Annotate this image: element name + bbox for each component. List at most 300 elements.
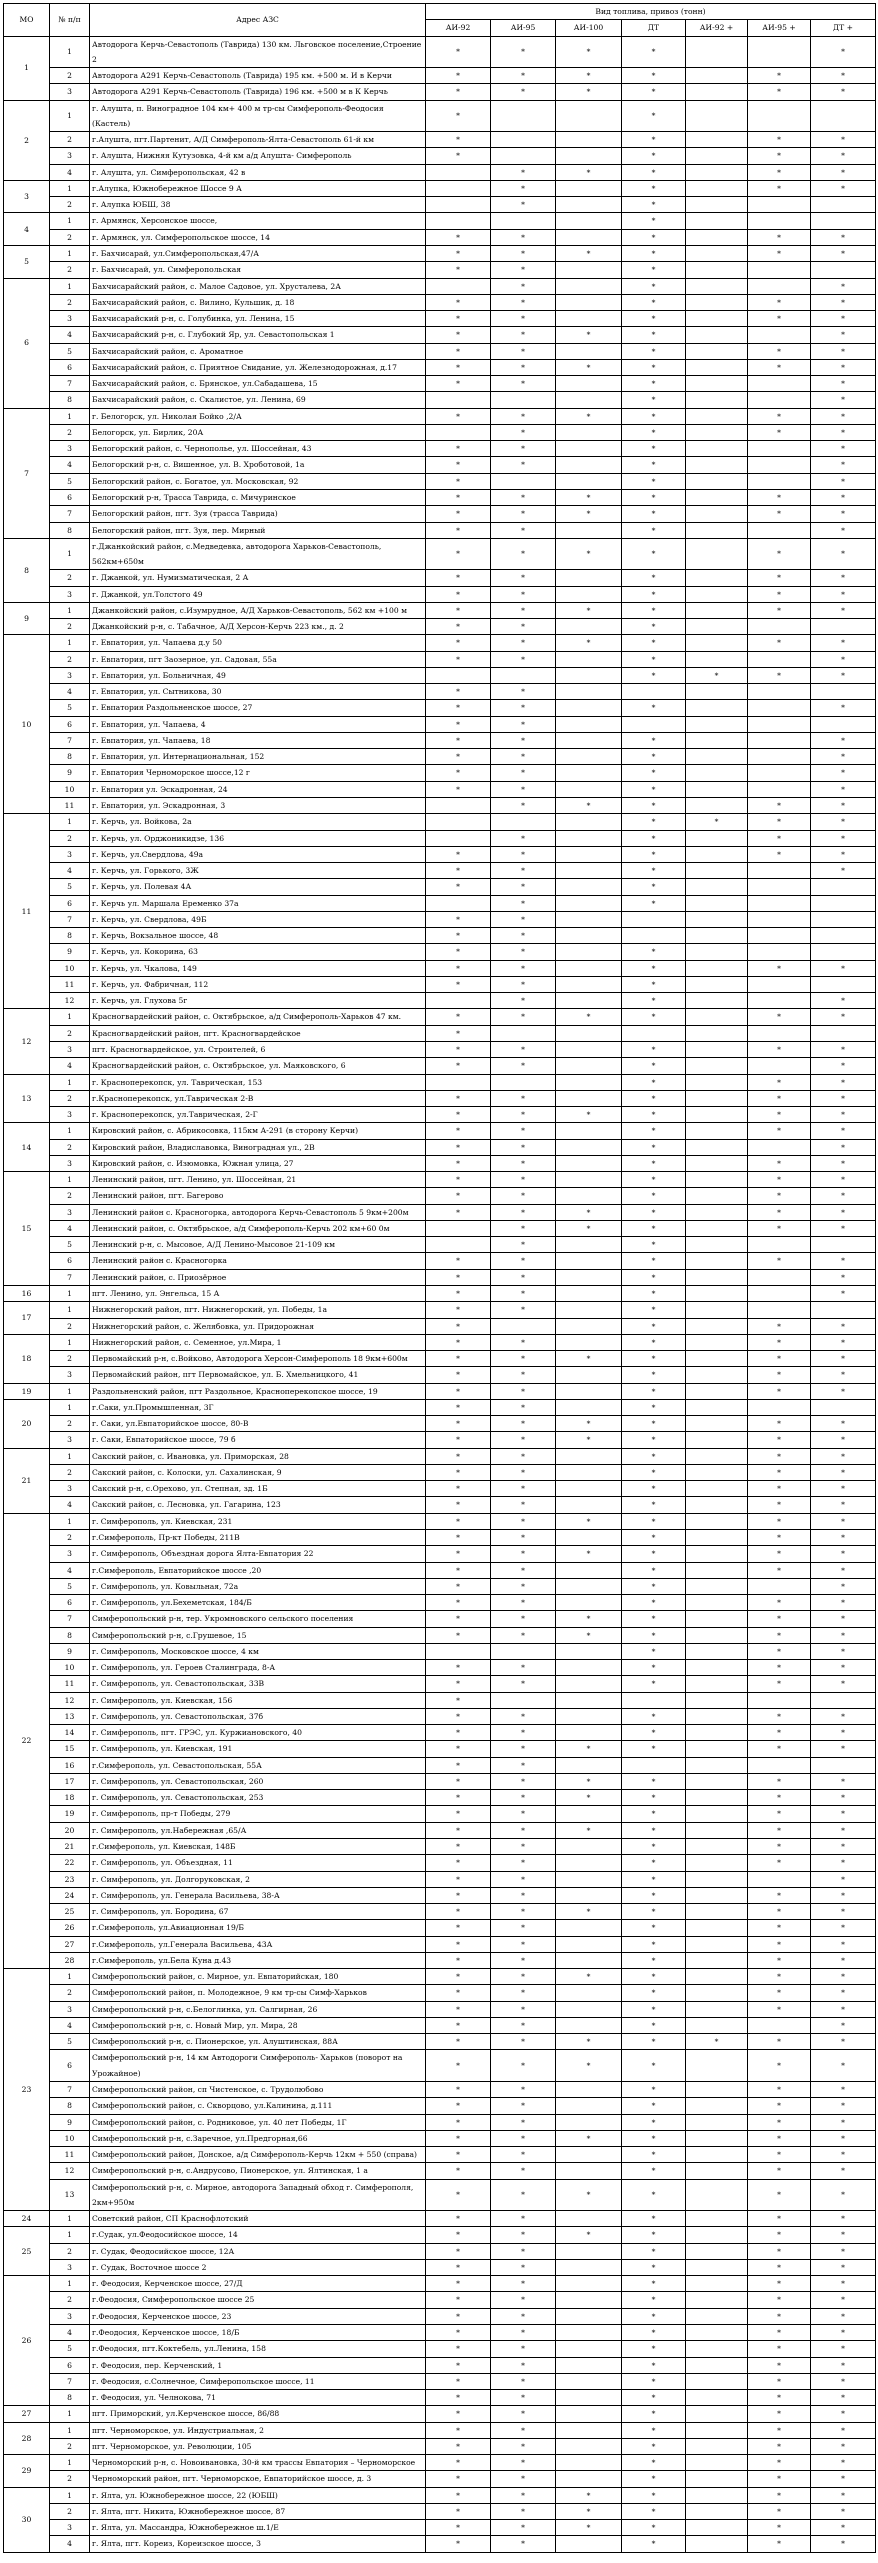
fuel-availability-cell: * <box>748 2487 811 2503</box>
fuel-availability-cell <box>556 765 622 781</box>
fuel-availability-cell <box>686 1367 748 1383</box>
fuel-availability-cell: * <box>811 1464 876 1480</box>
fuel-availability-cell: * <box>556 1351 622 1367</box>
fuel-availability-cell <box>686 1155 748 1171</box>
fuel-availability-cell <box>686 164 748 180</box>
fuel-availability-cell <box>811 928 876 944</box>
row-number: 2 <box>50 2438 90 2454</box>
station-address: Бахчисарайский р-н, с. Голубинка, ул. Ленина, 15 <box>90 311 426 327</box>
fuel-availability-cell: * <box>622 229 686 245</box>
fuel-availability-cell: * <box>491 1334 556 1350</box>
fuel-availability-cell <box>556 1155 622 1171</box>
fuel-availability-cell: * <box>556 327 622 343</box>
station-address: г. Керчь, ул. Горького, 3Ж <box>90 863 426 879</box>
fuel-availability-cell: * <box>491 2276 556 2292</box>
fuel-availability-cell: * <box>811 2179 876 2211</box>
mo-cell: 28 <box>4 2422 50 2455</box>
mo-cell: 4 <box>4 213 50 246</box>
fuel-availability-cell <box>556 424 622 440</box>
fuel-availability-cell <box>748 928 811 944</box>
fuel-availability-cell: * <box>426 1253 491 1269</box>
station-address: Белогорск, ул. Бирлик, 20А <box>90 424 426 440</box>
fuel-availability-cell: * <box>426 716 491 732</box>
mo-cell: 13 <box>4 1074 50 1123</box>
row-number: 3 <box>50 1432 90 1448</box>
station-address: г. Керчь ул. Маршала Еременко 37а <box>90 895 426 911</box>
fuel-availability-cell <box>686 2098 748 2114</box>
table-row <box>4 1529 876 1545</box>
fuel-availability-cell: * <box>426 1595 491 1611</box>
fuel-availability-cell <box>556 343 622 359</box>
fuel-availability-cell <box>748 1025 811 1041</box>
row-number: 23 <box>50 1871 90 1887</box>
fuel-availability-cell: * <box>811 245 876 261</box>
fuel-availability-cell: * <box>556 245 622 261</box>
fuel-availability-cell <box>556 457 622 473</box>
fuel-availability-cell: * <box>556 798 622 814</box>
fuel-availability-cell: * <box>811 489 876 505</box>
fuel-availability-cell <box>686 1969 748 1985</box>
table-row <box>4 1237 876 1253</box>
fuel-availability-cell: * <box>426 1529 491 1545</box>
row-number: 2 <box>50 619 90 635</box>
row-number: 10 <box>50 781 90 797</box>
fuel-availability-cell: * <box>622 1139 686 1155</box>
fuel-availability-cell: * <box>622 781 686 797</box>
station-address: г. Феодосия, пер. Керченский, 1 <box>90 2357 426 2373</box>
fuel-availability-cell: * <box>426 619 491 635</box>
fuel-availability-cell <box>686 1871 748 1887</box>
fuel-availability-cell <box>811 716 876 732</box>
station-address: Белогорский р-н, Трасса Таврида, с. Мичуринское <box>90 489 426 505</box>
station-address: г. Алупка ЮБШ, 38 <box>90 197 426 213</box>
table-row <box>4 327 876 343</box>
row-number: 3 <box>50 586 90 602</box>
fuel-availability-cell <box>686 311 748 327</box>
fuel-availability-cell <box>556 960 622 976</box>
fuel-availability-cell: * <box>491 294 556 310</box>
fuel-availability-cell: * <box>748 2324 811 2340</box>
fuel-availability-cell: * <box>748 814 811 830</box>
fuel-availability-cell <box>811 911 876 927</box>
station-address: г. Керчь, ул. Войкова, 2а <box>90 814 426 830</box>
fuel-availability-cell: * <box>491 343 556 359</box>
row-number: 3 <box>50 1042 90 1058</box>
fuel-availability-cell <box>686 2406 748 2422</box>
fuel-availability-cell: * <box>491 245 556 261</box>
mo-cell: 8 <box>4 538 50 602</box>
station-address: Симферопольский р-н, тер. Укромновского сельского поселения <box>90 1611 426 1627</box>
fuel-availability-cell: * <box>491 506 556 522</box>
fuel-availability-cell: * <box>426 2050 491 2082</box>
fuel-availability-cell: * <box>426 1188 491 1204</box>
fuel-availability-cell <box>686 1822 748 1838</box>
row-number: 1 <box>50 2455 90 2471</box>
table-row <box>4 700 876 716</box>
fuel-availability-cell <box>686 2390 748 2406</box>
fuel-availability-cell <box>748 700 811 716</box>
fuel-availability-cell <box>556 441 622 457</box>
station-address: г. Керчь, ул. Глухова 5г <box>90 993 426 1009</box>
fuel-availability-cell: * <box>622 1464 686 1480</box>
fuel-availability-cell: * <box>491 2179 556 2211</box>
fuel-availability-cell <box>556 2308 622 2324</box>
fuel-availability-cell: * <box>426 976 491 992</box>
fuel-availability-cell <box>556 2147 622 2163</box>
fuel-availability-cell: * <box>622 1204 686 1220</box>
fuel-availability-cell: * <box>748 602 811 618</box>
row-number: 4 <box>50 1058 90 1074</box>
fuel-availability-cell: * <box>491 2227 556 2243</box>
fuel-availability-cell: * <box>622 522 686 538</box>
fuel-availability-cell: * <box>811 1985 876 2001</box>
mo-cell: 19 <box>4 1383 50 1399</box>
fuel-availability-cell: * <box>491 700 556 716</box>
fuel-availability-cell: * <box>811 2324 876 2340</box>
fuel-availability-cell: * <box>748 1529 811 1545</box>
table-row <box>4 1708 876 1724</box>
fuel-availability-cell: * <box>811 2227 876 2243</box>
fuel-availability-cell: * <box>622 68 686 84</box>
station-address: г. Саки, ул.Евпаторийское шоссе, 80-В <box>90 1416 426 1432</box>
fuel-availability-cell: * <box>622 2292 686 2308</box>
fuel-availability-cell: * <box>491 2082 556 2098</box>
fuel-availability-cell: * <box>426 1708 491 1724</box>
table-row <box>4 1936 876 1952</box>
fuel-availability-cell: * <box>811 2308 876 2324</box>
fuel-availability-cell <box>686 1009 748 1025</box>
fuel-availability-cell <box>556 2455 622 2471</box>
fuel-availability-cell: * <box>622 1220 686 1236</box>
station-address: г. Симферополь, ул. Генерала Васильева, 38-А <box>90 1887 426 1903</box>
fuel-availability-cell: * <box>491 2503 556 2519</box>
station-address: г.Симферополь, ул.Авиационная 19/Б <box>90 1920 426 1936</box>
fuel-availability-cell: * <box>556 1969 622 1985</box>
fuel-availability-cell <box>556 2211 622 2227</box>
fuel-availability-cell <box>556 1367 622 1383</box>
fuel-availability-cell <box>748 1302 811 1318</box>
fuel-availability-cell: * <box>748 2276 811 2292</box>
fuel-availability-cell <box>556 2406 622 2422</box>
table-row <box>4 245 876 261</box>
station-address: Ленинский район, с. Октябрьское, а/д Симферополь-Керчь 202 км+60 0м <box>90 1220 426 1236</box>
row-number: 2 <box>50 1188 90 1204</box>
fuel-availability-cell: * <box>748 2292 811 2308</box>
table-row <box>4 716 876 732</box>
fuel-availability-cell: * <box>811 1773 876 1789</box>
fuel-availability-cell <box>556 1578 622 1594</box>
fuel-availability-cell <box>686 879 748 895</box>
row-number: 3 <box>50 2308 90 2324</box>
fuel-availability-cell: * <box>491 2341 556 2357</box>
fuel-availability-cell: * <box>811 1123 876 1139</box>
fuel-availability-cell: * <box>622 1058 686 1074</box>
fuel-availability-cell: * <box>556 68 622 84</box>
table-row <box>4 586 876 602</box>
fuel-availability-cell: * <box>491 895 556 911</box>
fuel-availability-cell: * <box>748 1432 811 1448</box>
fuel-availability-cell: * <box>426 2211 491 2227</box>
row-number: 2 <box>50 2243 90 2259</box>
station-address: г.Феодосия, пгт.Коктебель, ул.Ленина, 158 <box>90 2341 426 2357</box>
fuel-availability-cell: * <box>491 749 556 765</box>
fuel-availability-cell <box>556 262 622 278</box>
fuel-availability-cell: * <box>426 1578 491 1594</box>
fuel-availability-cell: * <box>811 2422 876 2438</box>
fuel-availability-cell: * <box>622 1416 686 1432</box>
row-number: 9 <box>50 1643 90 1659</box>
station-address: г. Алушта, Нижняя Кутузовка, 4-й км а/д Алушта- Симферополь <box>90 148 426 164</box>
fuel-availability-cell: * <box>491 1058 556 1074</box>
station-address: Бахчисарайский район, с. Малое Садовое, ул. Хрусталева, 2А <box>90 278 426 294</box>
fuel-availability-cell: * <box>622 879 686 895</box>
fuel-availability-cell: * <box>622 2130 686 2146</box>
row-number: 3 <box>50 84 90 100</box>
fuel-availability-cell <box>686 2471 748 2487</box>
table-row <box>4 814 876 830</box>
table-row <box>4 2017 876 2033</box>
row-number: 4 <box>50 1562 90 1578</box>
fuel-availability-cell: * <box>811 1269 876 1285</box>
fuel-availability-cell: * <box>748 1481 811 1497</box>
fuel-availability-cell <box>686 376 748 392</box>
fuel-availability-cell: * <box>491 1660 556 1676</box>
row-number: 6 <box>50 359 90 375</box>
row-number: 6 <box>50 489 90 505</box>
fuel-availability-cell <box>811 944 876 960</box>
fuel-availability-cell <box>556 473 622 489</box>
fuel-availability-cell: * <box>426 457 491 473</box>
fuel-availability-cell: * <box>426 2017 491 2033</box>
fuel-availability-cell <box>426 1220 491 1236</box>
fuel-availability-cell <box>556 1383 622 1399</box>
fuel-availability-cell <box>556 2341 622 2357</box>
table-row <box>4 1351 876 1367</box>
mo-cell: 18 <box>4 1334 50 1383</box>
fuel-availability-cell: * <box>622 2082 686 2098</box>
fuel-availability-cell <box>686 1107 748 1123</box>
fuel-availability-cell: * <box>748 2179 811 2211</box>
fuel-availability-cell: * <box>491 2211 556 2227</box>
fuel-availability-cell: * <box>622 1952 686 1968</box>
fuel-availability-cell: * <box>748 1090 811 1106</box>
row-number: 2 <box>50 262 90 278</box>
station-address: Бахчисарайский район, с. Ароматное <box>90 343 426 359</box>
row-number: 1 <box>50 1448 90 1464</box>
fuel-availability-cell <box>556 879 622 895</box>
fuel-availability-cell <box>811 976 876 992</box>
fuel-availability-cell: * <box>622 457 686 473</box>
mo-cell: 9 <box>4 602 50 635</box>
table-row <box>4 100 876 132</box>
fuel-availability-cell: * <box>811 2034 876 2050</box>
fuel-availability-cell <box>686 1448 748 1464</box>
station-address: Симферопольский район, Донское, а/д Симферополь-Керчь 12км + 550 (справа) <box>90 2147 426 2163</box>
fuel-availability-cell: * <box>622 1285 686 1301</box>
fuel-availability-cell: * <box>426 1448 491 1464</box>
fuel-availability-cell: * <box>748 1204 811 1220</box>
fuel-availability-cell: * <box>622 2050 686 2082</box>
fuel-availability-cell: * <box>748 343 811 359</box>
station-address: Симферопольский район, с. Мирное, ул. Евпаторийская, 180 <box>90 1969 426 1985</box>
row-number: 2 <box>50 1090 90 1106</box>
mo-cell: 3 <box>4 180 50 213</box>
station-address: г. Феодосия, с.Солнечное, Симферопольское шоссе, 11 <box>90 2373 426 2389</box>
fuel-availability-cell <box>686 2114 748 2130</box>
fuel-availability-cell <box>748 911 811 927</box>
fuel-availability-cell: * <box>491 619 556 635</box>
fuel-availability-cell: * <box>491 1009 556 1025</box>
fuel-availability-cell <box>556 1399 622 1415</box>
fuel-availability-cell <box>686 1058 748 1074</box>
fuel-availability-cell: * <box>811 1107 876 1123</box>
fuel-availability-cell: * <box>426 2471 491 2487</box>
fuel-availability-cell: * <box>811 1806 876 1822</box>
station-address: Белогорский район, с. Чернополье, ул. Шоссейная, 43 <box>90 441 426 457</box>
fuel-availability-cell: * <box>811 408 876 424</box>
fuel-availability-cell <box>556 1481 622 1497</box>
fuel-availability-cell: * <box>748 1904 811 1920</box>
fuel-availability-cell: * <box>811 1367 876 1383</box>
fuel-availability-cell: * <box>556 2034 622 2050</box>
fuel-availability-cell: * <box>811 1741 876 1757</box>
table-row <box>4 1643 876 1659</box>
table-row <box>4 2034 876 2050</box>
fuel-availability-cell: * <box>622 2487 686 2503</box>
fuel-availability-cell <box>686 1285 748 1301</box>
fuel-availability-cell <box>748 1757 811 1773</box>
station-address: Симферопольский р-н, 14 км Автодороги Симферополь- Харьков (поворот на Урожайное) <box>90 2050 426 2082</box>
fuel-availability-cell <box>748 1871 811 1887</box>
fuel-availability-cell: * <box>491 2017 556 2033</box>
fuel-availability-cell: * <box>811 1871 876 1887</box>
table-row <box>4 2324 876 2340</box>
row-number: 4 <box>50 1497 90 1513</box>
fuel-availability-cell <box>686 732 748 748</box>
row-number: 12 <box>50 993 90 1009</box>
fuel-availability-cell: * <box>811 2390 876 2406</box>
fuel-availability-cell: * <box>748 2163 811 2179</box>
row-number: 14 <box>50 1725 90 1741</box>
station-address: г. Евпатория, ул. Чапаева д.у 50 <box>90 635 426 651</box>
fuel-availability-cell: * <box>811 2341 876 2357</box>
station-address: Ленинский район с. Красногорка, автодорога Керчь-Севастополь 5 9км+200м <box>90 1204 426 1220</box>
fuel-availability-cell <box>556 376 622 392</box>
table-row <box>4 2082 876 2098</box>
fuel-availability-cell: * <box>491 2406 556 2422</box>
fuel-availability-cell <box>686 2438 748 2454</box>
fuel-availability-cell <box>556 1042 622 1058</box>
fuel-availability-cell: * <box>748 1611 811 1627</box>
fuel-availability-cell: * <box>491 1578 556 1594</box>
fuel-availability-cell: * <box>491 684 556 700</box>
fuel-availability-cell: * <box>491 1399 556 1415</box>
fuel-availability-cell: * <box>426 1383 491 1399</box>
fuel-availability-cell: * <box>426 441 491 457</box>
fuel-availability-cell <box>686 2324 748 2340</box>
fuel-availability-cell: * <box>811 602 876 618</box>
fuel-availability-cell: * <box>491 1513 556 1529</box>
row-number: 4 <box>50 684 90 700</box>
table-row <box>4 2438 876 2454</box>
table-row <box>4 911 876 927</box>
fuel-availability-cell: * <box>491 2471 556 2487</box>
fuel-availability-cell: * <box>426 132 491 148</box>
row-number: 10 <box>50 2130 90 2146</box>
fuel-availability-cell: * <box>622 1123 686 1139</box>
table-row <box>4 278 876 294</box>
fuel-availability-cell <box>622 1757 686 1773</box>
table-row <box>4 2163 876 2179</box>
station-address: Сакский район, с. Ивановка, ул. Приморская, 28 <box>90 1448 426 1464</box>
fuel-availability-cell <box>686 522 748 538</box>
fuel-availability-cell: * <box>622 245 686 261</box>
fuel-availability-cell: * <box>622 586 686 602</box>
table-row <box>4 2179 876 2211</box>
fuel-availability-cell <box>686 1188 748 1204</box>
fuel-availability-cell: * <box>491 1562 556 1578</box>
fuel-availability-cell: * <box>622 1074 686 1090</box>
fuel-availability-cell <box>748 879 811 895</box>
fuel-availability-cell: * <box>556 2487 622 2503</box>
fuel-availability-cell <box>686 2373 748 2389</box>
fuel-availability-cell: * <box>748 132 811 148</box>
row-number: 1 <box>50 538 90 570</box>
fuel-availability-cell: * <box>811 1969 876 1985</box>
fuel-availability-cell <box>686 148 748 164</box>
fuel-availability-cell <box>622 1025 686 1041</box>
row-number: 3 <box>50 846 90 862</box>
fuel-availability-cell: * <box>556 489 622 505</box>
table-row <box>4 1822 876 1838</box>
fuel-availability-cell: * <box>748 359 811 375</box>
fuel-availability-cell: * <box>811 180 876 196</box>
row-number: 3 <box>50 2259 90 2275</box>
mo-cell: 26 <box>4 2276 50 2406</box>
fuel-availability-cell: * <box>748 1351 811 1367</box>
fuel-availability-cell: * <box>811 1318 876 1334</box>
fuel-availability-cell: * <box>491 2455 556 2471</box>
row-number: 13 <box>50 2179 90 2211</box>
fuel-availability-cell: * <box>426 489 491 505</box>
fuel-availability-cell <box>556 1237 622 1253</box>
fuel-availability-cell: * <box>426 1562 491 1578</box>
table-row <box>4 732 876 748</box>
fuel-availability-cell: * <box>622 197 686 213</box>
fuel-availability-cell: * <box>426 1318 491 1334</box>
station-address: г. Евпатория Черноморское шоссе,12 г <box>90 765 426 781</box>
row-number: 6 <box>50 2357 90 2373</box>
fuel-availability-cell <box>686 1074 748 1090</box>
fuel-availability-cell: * <box>491 976 556 992</box>
table-row <box>4 2259 876 2275</box>
fuel-availability-cell <box>686 197 748 213</box>
fuel-availability-cell: * <box>622 667 686 683</box>
fuel-availability-cell: * <box>811 1887 876 1903</box>
fuel-availability-cell: * <box>811 1155 876 1171</box>
station-address: г.Алушта, пгт.Партенит, А/Д Симферополь-Ялта-Севастополь 61-й км <box>90 132 426 148</box>
row-number: 7 <box>50 1611 90 1627</box>
table-row <box>4 635 876 651</box>
row-number: 5 <box>50 1237 90 1253</box>
row-number: 4 <box>50 1220 90 1236</box>
fuel-availability-cell: * <box>556 1416 622 1432</box>
fuel-availability-cell: * <box>748 311 811 327</box>
fuel-availability-cell: * <box>811 2001 876 2017</box>
fuel-availability-cell: * <box>622 343 686 359</box>
fuel-availability-cell <box>686 408 748 424</box>
fuel-availability-cell: * <box>748 2034 811 2050</box>
